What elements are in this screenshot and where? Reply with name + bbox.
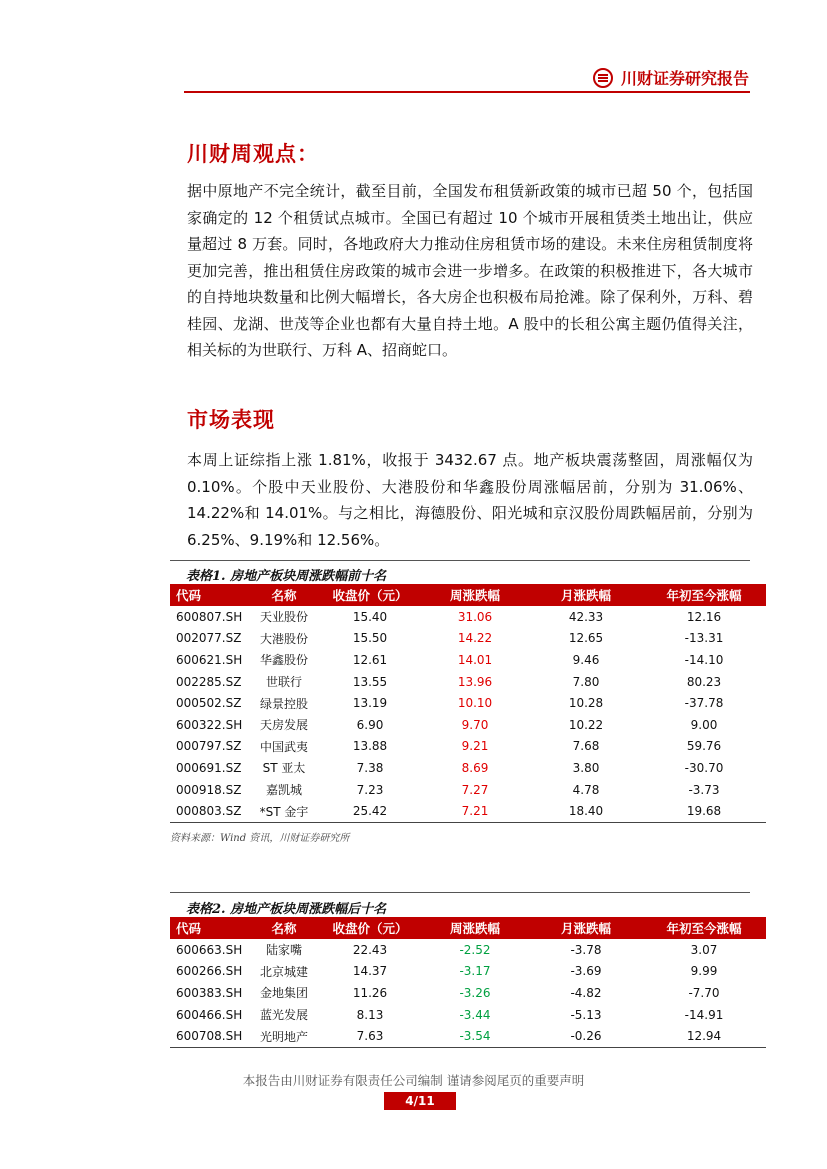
cell-close: 15.50	[352, 631, 388, 646]
cell-close: 7.23	[356, 782, 384, 797]
cell-ytd: -3.73	[688, 782, 720, 797]
cell-code: 600466.SH	[176, 1007, 243, 1022]
cell-code: 600663.SH	[176, 942, 243, 957]
cell-name: *ST 金宇	[248, 800, 320, 822]
col-header-week: 周涨跌幅	[420, 584, 530, 606]
cell-name: 北京城建	[259, 964, 308, 979]
cell-close: 6.90	[356, 717, 384, 732]
cell-ytd: 19.68	[642, 800, 766, 822]
col-header-code: 代码	[170, 584, 248, 606]
cell-week: -3.44	[459, 1007, 491, 1022]
cell-code: 600266.SH	[176, 964, 243, 979]
cell-name: 光明地产	[248, 1025, 320, 1047]
table-row	[170, 961, 766, 983]
table-row	[170, 800, 766, 822]
cell-code: 002285.SZ	[176, 674, 242, 689]
cell-month: 7.80	[572, 674, 600, 689]
cell-ytd: 80.23	[686, 674, 722, 689]
cell-name: 大港股份	[259, 631, 308, 646]
cell-code: 600383.SH	[176, 985, 243, 1000]
cell-ytd: -37.78	[684, 696, 724, 711]
cell-week: -3.26	[459, 985, 491, 1000]
cell-week: 13.96	[457, 674, 493, 689]
cell-month: 9.46	[572, 652, 600, 667]
cell-close: 7.38	[356, 760, 384, 775]
cell-name: ST 亚太	[262, 761, 306, 776]
cell-code: 000803.SZ	[170, 800, 248, 822]
market-paragraph: 本周上证综指上涨 1.81%，收报于 3432.67 点。地产板块震荡整固，周涨幅仅为 0.10%。个股中天业股份、大港股份和华鑫股份周涨幅居前，分别为 31.06%、14.22%和 14.01%。与之相比，海德股份、阳光城和京汉股份周跌幅居前，分别为 6.25%、9.19%和 12.56%。	[187, 451, 753, 549]
table1-header-row	[170, 584, 766, 606]
cell-month: -3.78	[570, 942, 602, 957]
cell-name: 蓝光发展	[259, 1008, 308, 1023]
table1-caption: 表格1. 房地产板块周涨跌幅前十名	[186, 569, 387, 584]
table2	[170, 917, 766, 1048]
cell-ytd: 12.94	[642, 1025, 766, 1047]
col-header-close: 收盘价（元）	[320, 584, 420, 606]
cell-week: -3.17	[459, 964, 491, 979]
cell-code: 000797.SZ	[176, 739, 242, 754]
cell-month: -4.82	[570, 985, 602, 1000]
table2-header-row	[170, 917, 766, 939]
cell-close: 22.43	[352, 942, 388, 957]
cell-month: -3.69	[570, 964, 602, 979]
cell-code: 000691.SZ	[176, 760, 242, 775]
cell-week: 9.70	[461, 717, 489, 732]
chuancai-logo-icon	[593, 68, 613, 88]
cell-month: 4.78	[572, 782, 600, 797]
cell-name: 天房发展	[259, 718, 308, 733]
cell-month: 42.33	[568, 609, 604, 624]
table2-caption: 表格2. 房地产板块周涨跌幅后十名	[186, 902, 387, 917]
table-row	[170, 649, 766, 671]
cell-ytd: 59.76	[686, 739, 722, 754]
table-row	[170, 779, 766, 801]
cell-month: 10.28	[568, 696, 604, 711]
table2-top-rule	[170, 892, 750, 893]
table-row	[170, 1004, 766, 1026]
cell-code: 600807.SH	[176, 609, 243, 624]
cell-name: 嘉凯城	[265, 783, 302, 798]
cell-week: 7.27	[461, 782, 489, 797]
col-header-code: 代码	[170, 917, 248, 939]
cell-close: 14.37	[352, 964, 388, 979]
cell-week: 8.69	[461, 760, 489, 775]
cell-close: 13.88	[352, 739, 388, 754]
cell-close: 13.19	[352, 696, 388, 711]
cell-ytd: -14.10	[684, 652, 724, 667]
cell-close: 25.42	[320, 800, 420, 822]
table1-top-rule	[170, 560, 750, 561]
page-number: 4/11	[384, 1092, 456, 1110]
cell-close: 13.55	[352, 674, 388, 689]
cell-name: 金地集团	[259, 986, 308, 1001]
cell-name: 绿景控股	[259, 696, 308, 711]
cell-ytd: -14.91	[684, 1007, 724, 1022]
brand-title: 川财证券研究报告	[620, 69, 749, 88]
header-divider	[184, 91, 750, 93]
cell-ytd: 9.00	[690, 717, 718, 732]
cell-month: 3.80	[572, 760, 600, 775]
report-header	[593, 66, 749, 89]
cell-close: 7.63	[320, 1025, 420, 1047]
cell-week: 7.21	[420, 800, 530, 822]
cell-month: 12.65	[568, 631, 604, 646]
table-row	[170, 606, 766, 628]
cell-name: 世联行	[265, 675, 302, 690]
view-paragraph: 据中原地产不完全统计，截至目前，全国发布租赁新政策的城市已超 50 个，包括国家确定的 12 个租赁试点城市。全国已有超过 10 个城市开展租赁类土地出让，供应量超过 8 万套。同时，各地政府大力推动住房租赁市场的建设。未来住房租赁制度将更加完善，推出租赁住房政策的城市会进一步增多。在政策的积极推进下，各大城市的自持地块数量和比例大幅增长，各大房企也积极布局抢滩。除了保利外，万科、碧桂园、龙湖、世茂等企业也都有大量自持土地。A 股中的长租公寓主题仍值得关注，相关标的为世联行、万科 A、招商蛇口。	[187, 182, 753, 359]
table-row	[170, 628, 766, 650]
cell-week: 31.06	[457, 609, 493, 624]
cell-code: 600322.SH	[176, 717, 243, 732]
col-header-month: 月涨跌幅	[530, 917, 642, 939]
cell-code: 000918.SZ	[176, 782, 242, 797]
table-row	[170, 736, 766, 758]
table-row	[170, 671, 766, 693]
cell-close: 11.26	[352, 985, 388, 1000]
cell-week: 9.21	[461, 739, 489, 754]
cell-month: -5.13	[570, 1007, 602, 1022]
cell-code: 000502.SZ	[176, 696, 242, 711]
cell-month: 18.40	[530, 800, 642, 822]
col-header-month: 月涨跌幅	[530, 584, 642, 606]
cell-week: 14.01	[457, 652, 493, 667]
market-section-title: 市场表现	[187, 407, 275, 432]
col-header-ytd: 年初至今涨幅	[642, 917, 766, 939]
cell-name: 中国武夷	[259, 739, 308, 754]
table-row	[170, 1025, 766, 1047]
table-row	[170, 939, 766, 961]
cell-ytd: -13.31	[684, 631, 724, 646]
cell-week: -3.54	[420, 1025, 530, 1047]
col-header-name: 名称	[248, 584, 320, 606]
cell-name: 陆家嘴	[265, 943, 302, 958]
cell-code: 600621.SH	[176, 652, 243, 667]
cell-ytd: 9.99	[690, 964, 718, 979]
col-header-close: 收盘价（元）	[320, 917, 420, 939]
col-header-ytd: 年初至今涨幅	[642, 584, 766, 606]
table-row	[170, 714, 766, 736]
cell-week: 10.10	[457, 696, 493, 711]
cell-ytd: 3.07	[690, 942, 718, 957]
cell-ytd: -7.70	[688, 985, 720, 1000]
col-header-name: 名称	[248, 917, 320, 939]
table1	[170, 584, 766, 823]
col-header-week: 周涨跌幅	[420, 917, 530, 939]
cell-month: -0.26	[530, 1025, 642, 1047]
cell-code: 002077.SZ	[176, 631, 242, 646]
cell-ytd: 12.16	[686, 609, 722, 624]
cell-week: -2.52	[459, 942, 491, 957]
cell-month: 7.68	[572, 739, 600, 754]
cell-close: 15.40	[352, 609, 388, 624]
table1-source: 资料来源：Wind 资讯，川财证券研究所	[170, 833, 350, 844]
cell-code: 600708.SH	[170, 1025, 248, 1047]
cell-week: 14.22	[457, 631, 493, 646]
view-section-title: 川财周观点：	[187, 141, 319, 166]
table-row	[170, 982, 766, 1004]
cell-month: 10.22	[568, 717, 604, 732]
footer-disclaimer: 本报告由川财证券有限责任公司编制 谨请参阅尾页的重要声明	[242, 1073, 585, 1088]
table-row	[170, 757, 766, 779]
cell-close: 8.13	[356, 1007, 384, 1022]
cell-name: 天业股份	[259, 610, 308, 625]
cell-ytd: -30.70	[684, 760, 724, 775]
cell-name: 华鑫股份	[259, 653, 308, 668]
cell-close: 12.61	[352, 652, 388, 667]
table-row	[170, 692, 766, 714]
